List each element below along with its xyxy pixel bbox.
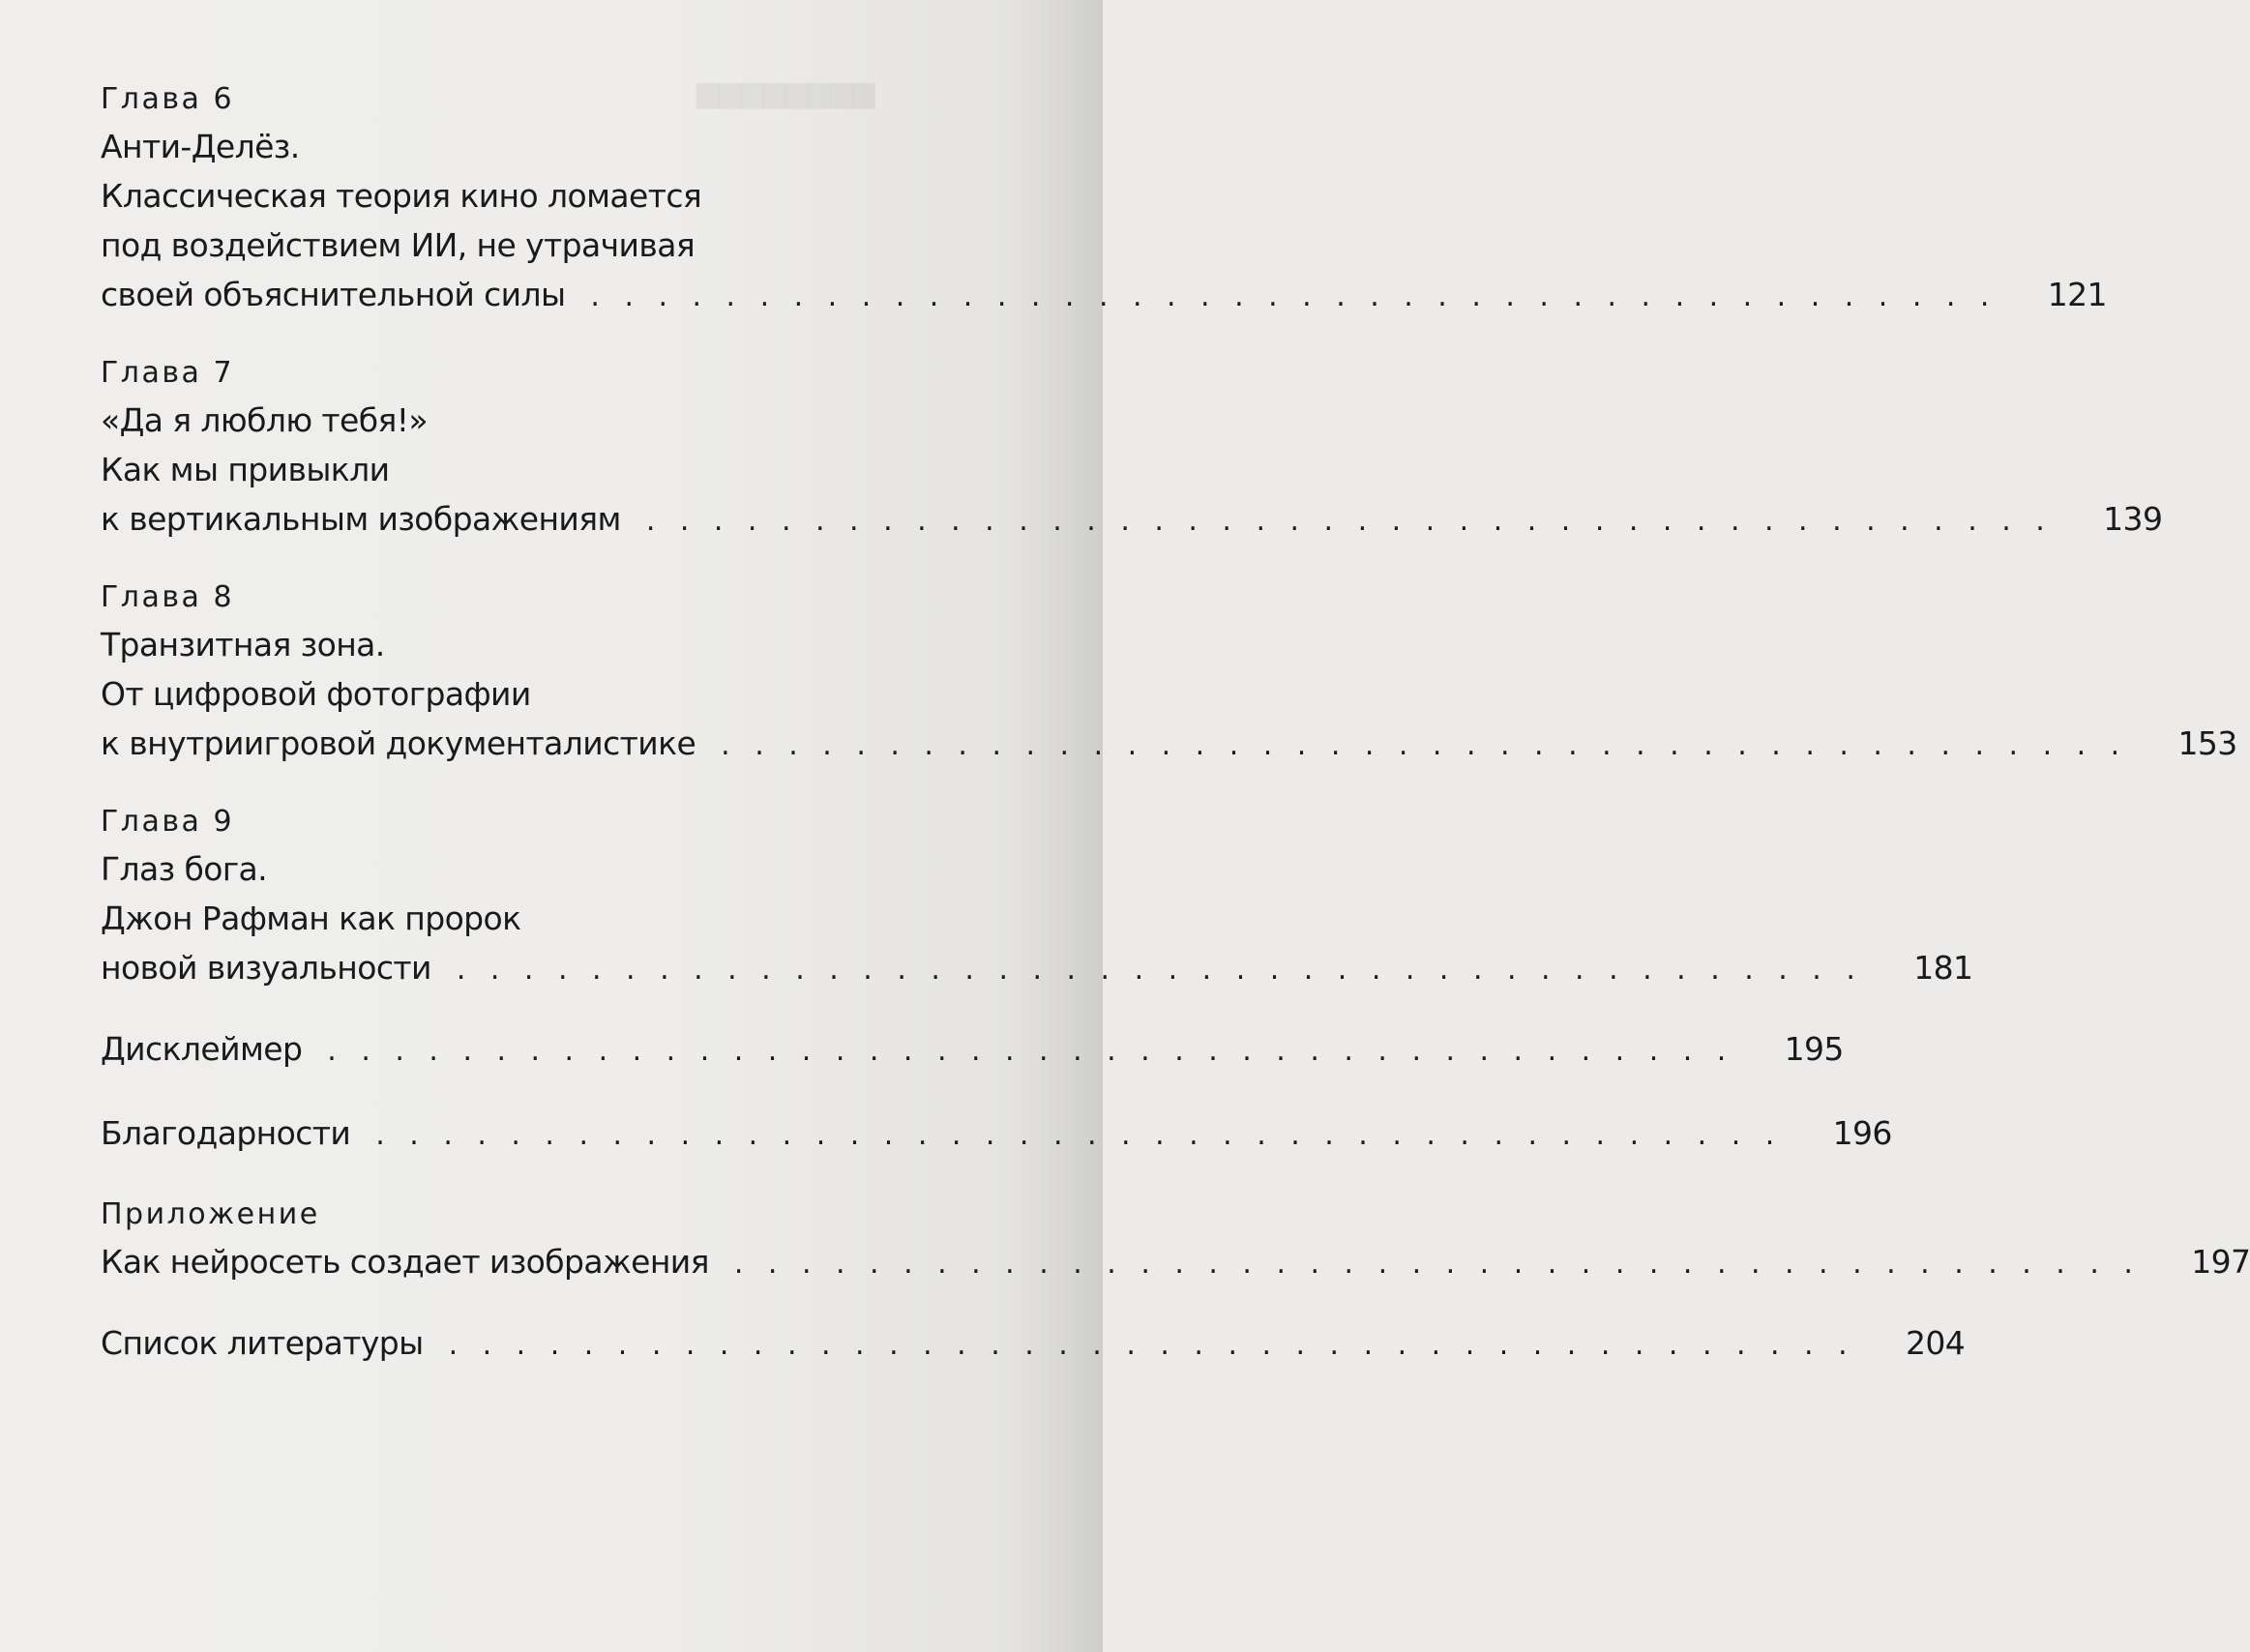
page-number: 195 — [1784, 1030, 1844, 1068]
dot-leader: .......................................... — [733, 1247, 2158, 1281]
appendix-label: Приложение — [101, 1197, 320, 1231]
dot-leader: .......................................... — [721, 728, 2145, 762]
chapter-title-last-line — [101, 719, 2237, 768]
chapter-title-last-line — [101, 494, 2163, 544]
page-number: 139 — [2103, 500, 2163, 538]
toc-entry-chapter-6 — [101, 77, 2107, 319]
chapter-label: Глава 6 — [101, 82, 235, 116]
page-number: 196 — [1832, 1114, 1892, 1152]
toc-line — [101, 1318, 1966, 1368]
chapter-title-line: новой визуальности — [101, 949, 431, 987]
page-number: 121 — [2047, 276, 2107, 313]
toc-entry-disclaimer — [101, 1024, 1844, 1074]
chapter-label: Глава 8 — [101, 580, 235, 614]
toc-entry-bibliography — [101, 1318, 1966, 1368]
section-title: Дисклеймер — [101, 1030, 303, 1068]
dot-leader: .......................................... — [645, 504, 2070, 538]
toc-entry-chapter-7 — [101, 351, 2163, 544]
chapter-title-line: своей объяснительной силы — [101, 276, 566, 313]
toc-line — [101, 1024, 1844, 1074]
toc-entry-acknowledgements — [101, 1108, 1892, 1158]
chapter-title-line: Транзитная зона. — [101, 626, 385, 664]
dot-leader: .......................................... — [456, 953, 1880, 987]
page-number: 153 — [2177, 724, 2237, 762]
chapter-title-line: Классическая теория кино ломается — [101, 177, 702, 215]
page-number: 204 — [1905, 1324, 1966, 1362]
chapter-label: Глава 9 — [101, 805, 235, 839]
dot-leader: .......................................... — [375, 1118, 1799, 1152]
chapter-title-line: «Да я люблю тебя!» — [101, 401, 428, 439]
section-title: Благодарности — [101, 1114, 351, 1152]
page-number: 197 — [2191, 1243, 2250, 1281]
chapter-title-line: Анти-Делёз. — [101, 128, 300, 165]
toc-entry-chapter-8 — [101, 575, 2237, 768]
chapter-label: Глава 7 — [101, 356, 235, 390]
section-title: Список литературы — [101, 1324, 424, 1362]
chapter-title-last-line — [101, 270, 2107, 319]
toc-entry-appendix — [101, 1193, 2250, 1286]
chapter-title-line: Джон Рафман как пророк — [101, 900, 521, 937]
chapter-title-line: к внутриигровой документалистике — [101, 724, 696, 762]
chapter-title-line: От цифровой фотографии — [101, 675, 531, 713]
toc-line — [101, 1108, 1892, 1158]
toc-line — [101, 1237, 2250, 1286]
chapter-title-line: Как мы привыкли — [101, 451, 390, 488]
dot-leader: .......................................... — [327, 1034, 1751, 1068]
table-of-contents — [101, 77, 2250, 1402]
chapter-title-line: под воздействием ИИ, не утрачивая — [101, 226, 696, 264]
section-title: Как нейросеть создает изображения — [101, 1243, 709, 1281]
chapter-title-last-line — [101, 943, 1973, 992]
show-through-text: ▆▆▆▆▆▆▆▆ — [696, 75, 875, 109]
page-number: 181 — [1913, 949, 1973, 987]
chapter-title-line: к вертикальным изображениям — [101, 500, 621, 538]
dot-leader: .......................................... — [590, 280, 2014, 313]
dot-leader: .......................................... — [448, 1328, 1873, 1362]
chapter-title-line: Глаз бога. — [101, 850, 268, 888]
toc-entry-chapter-9 — [101, 800, 1973, 992]
